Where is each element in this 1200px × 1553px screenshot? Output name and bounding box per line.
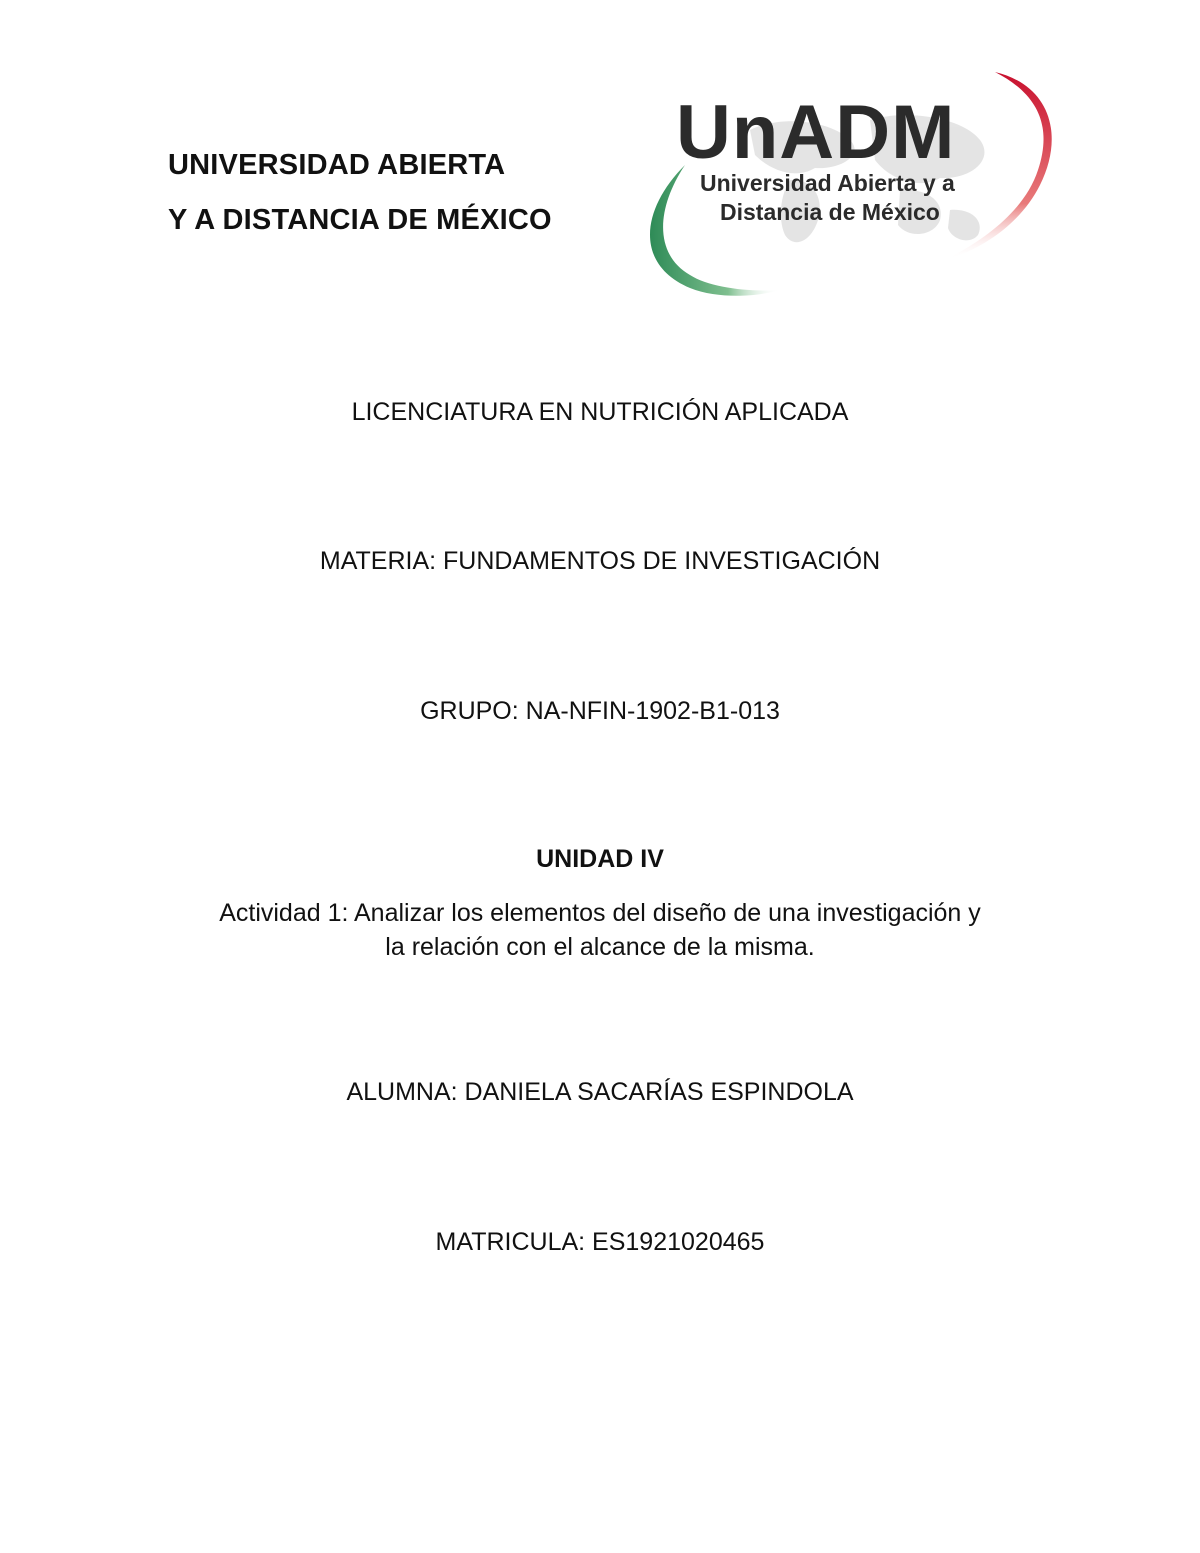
- unadm-logo-graphic: [600, 60, 1070, 310]
- group-code: GRUPO: NA-NFIN-1902-B1-013: [420, 697, 780, 725]
- logo-subtitle-line2: Distancia de México: [720, 199, 940, 225]
- student-id: MATRICULA: ES1921020465: [435, 1228, 765, 1256]
- university-title-line2: Y A DISTANCIA DE MÉXICO: [168, 204, 552, 236]
- subject: MATERIA: FUNDAMENTOS DE INVESTIGACIÓN: [319, 547, 881, 575]
- logo-wordmark: UnADM: [676, 90, 956, 175]
- university-title: [168, 138, 552, 248]
- activity-line2: la relación con el alcance de la misma.: [385, 933, 815, 961]
- student-name: ALUMNA: DANIELA SACARÍAS ESPINDOLA: [346, 1078, 854, 1106]
- logo-subtitle-line1: Universidad Abierta y a: [700, 170, 955, 196]
- activity-description: [0, 896, 1200, 964]
- activity-line1: Actividad 1: Analizar los elementos del diseño de una investigación y: [219, 899, 981, 927]
- university-title-line1: UNIVERSIDAD ABIERTA: [168, 149, 506, 181]
- degree-program: LICENCIATURA EN NUTRICIÓN APLICADA: [351, 398, 849, 426]
- unadm-logo: [600, 60, 1070, 310]
- unit-title: UNIDAD IV: [536, 845, 664, 873]
